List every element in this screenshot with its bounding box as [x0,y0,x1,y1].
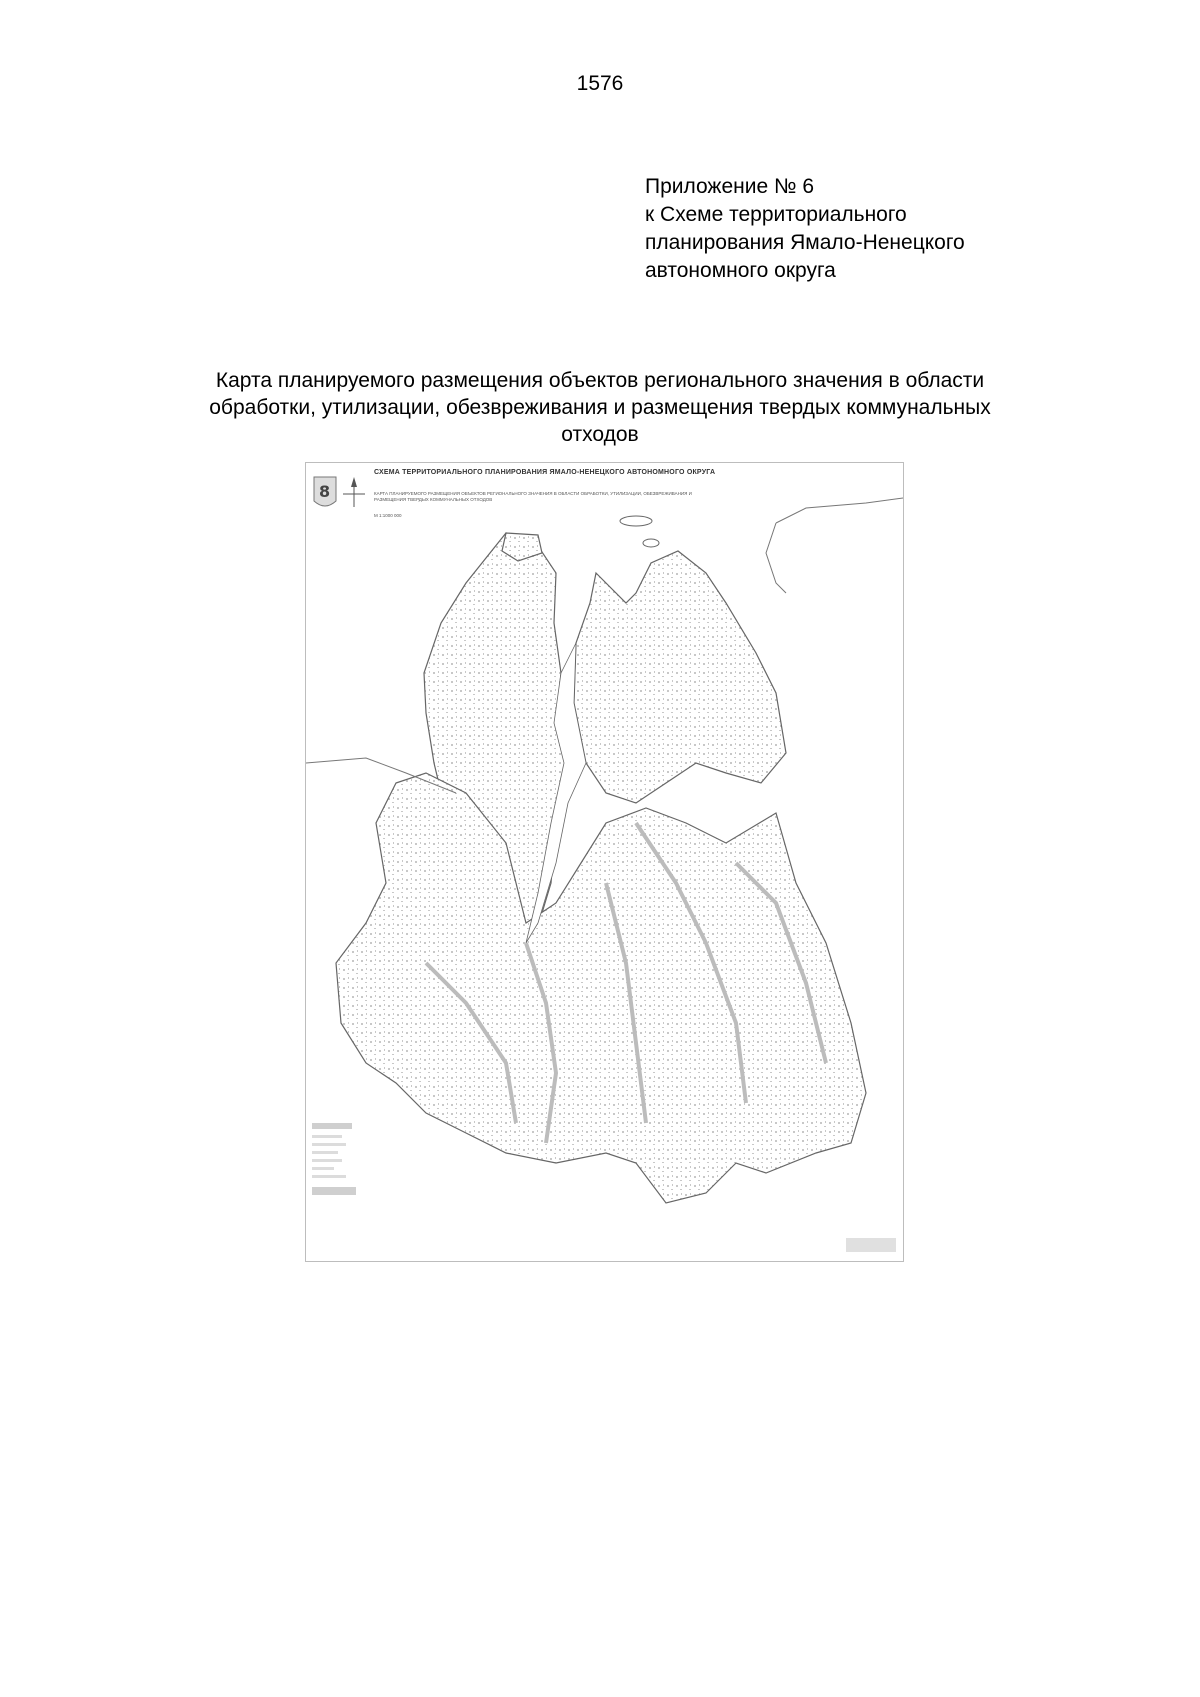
map-region-gydan [574,551,786,803]
appendix-line: автономного округа [645,259,836,282]
map-image [305,462,904,1262]
map-header: СХЕМА ТЕРРИТОРИАЛЬНОГО ПЛАНИРОВАНИЯ ЯМАЛО-НЕНЕЦКОГО АВТОНОМНОГО ОКРУГА [374,469,716,476]
map-title-line: обработки, утилизации, обезвреживания и размещения твердых коммунальных [209,396,991,419]
map-scale: М 1:1000 000 [374,513,402,518]
map-region-mainland [336,773,866,1203]
svg-text:8: 8 [319,482,331,501]
page-number: 1576 [576,72,624,95]
map-title [130,367,1070,448]
map-subtitle: КАРТА ПЛАНИРУЕМОГО РАЗМЕЩЕНИЯ ОБЪЕКТОВ РЕГИОНАЛЬНОГО ЗНАЧЕНИЯ В ОБЛАСТИ ОБРАБОТКИ, УТИЛИЗАЦИИ, ОБЕЗВРЕЖИВАНИЯ И РАЗМЕЩЕНИЯ ТВЕРДЫХ КОММУНАЛЬНЫХ ОТХОДОВ [374,491,692,502]
map-drawing [306,463,903,1261]
map-coastline-east [776,498,903,523]
emblem-icon [314,477,336,506]
map-stamp-box [846,1238,896,1252]
appendix-line: планирования Ямало-Ненецкого [645,231,965,254]
map-legend [312,1123,356,1195]
map-title-line: Карта планируемого размещения объектов регионального значения в области [215,369,985,392]
north-arrow-icon [343,477,365,507]
appendix-line: к Схеме территориального [645,203,907,226]
map-title-line: отходов [561,423,639,446]
appendix-line: Приложение № 6 [645,175,815,198]
appendix-note [645,173,1165,285]
